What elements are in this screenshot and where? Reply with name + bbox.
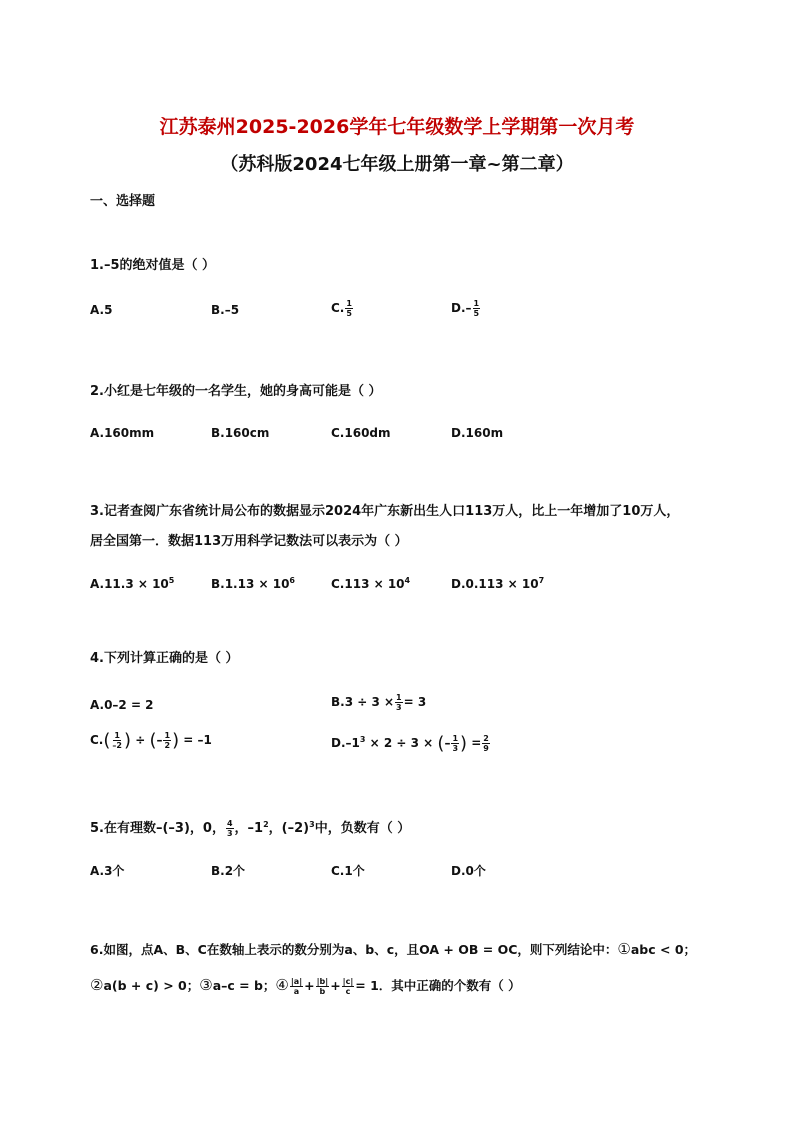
stem-fraction bbox=[226, 819, 234, 838]
left-paren: ( bbox=[103, 730, 111, 751]
page-title: 江苏泰州2025-2026学年七年级数学上学期第一次月考 bbox=[159, 116, 635, 138]
circled-number-3: ③ bbox=[199, 976, 213, 994]
statement-3: a–c = b； bbox=[212, 978, 276, 993]
option-exponent: 3 bbox=[359, 735, 366, 744]
question-5-stem bbox=[90, 815, 410, 839]
circled-number-1: ① bbox=[617, 940, 631, 958]
q1-option-c-fraction bbox=[345, 299, 353, 318]
fraction-denominator: 2 bbox=[164, 741, 171, 750]
option-fraction bbox=[451, 734, 459, 753]
stem-text: 5.在有理数–(–3)，0， bbox=[90, 821, 225, 836]
fraction-denominator bbox=[111, 741, 123, 750]
q1-option-d-fraction bbox=[473, 299, 481, 318]
option-exponent: 5 bbox=[168, 576, 175, 585]
option-text: = 3 bbox=[403, 695, 427, 709]
operator: + bbox=[304, 978, 315, 993]
q2-option-c: C.160dm bbox=[331, 426, 391, 440]
fraction-denominator: a bbox=[293, 987, 300, 996]
q4-option-c bbox=[90, 731, 212, 750]
q1-option-d bbox=[451, 299, 481, 318]
fraction-numerator: 1 bbox=[346, 299, 352, 308]
circled-number-4: ④ bbox=[275, 976, 289, 994]
option-exponent: 6 bbox=[289, 576, 295, 585]
fraction-denominator: 3 bbox=[226, 829, 233, 838]
option-text: × 2 ÷ 3 × bbox=[369, 736, 434, 750]
statement-4-fraction-c bbox=[342, 977, 355, 996]
option-base: A.11.3 × 10 bbox=[90, 577, 169, 591]
fraction-denominator: 5 bbox=[346, 309, 352, 318]
question-4-stem: 4.下列计算正确的是（ ） bbox=[90, 651, 239, 666]
fraction-denominator: 3 bbox=[396, 703, 402, 712]
option-text: D.–1 bbox=[331, 736, 360, 750]
fraction-numerator: |b| bbox=[316, 977, 329, 986]
statement-4-fraction-b bbox=[316, 977, 330, 996]
q2-option-a: A.160mm bbox=[90, 426, 155, 440]
option-fraction bbox=[395, 693, 403, 712]
statement-2: a(b + c) > 0； bbox=[103, 978, 200, 993]
option-text: B.3 ÷ 3 × bbox=[331, 695, 395, 709]
q3-option-d bbox=[451, 572, 544, 593]
fraction-denominator: c bbox=[345, 987, 351, 996]
option-exponent: 7 bbox=[538, 576, 545, 585]
fraction-numerator: 2 bbox=[483, 734, 489, 743]
q3-option-c bbox=[331, 572, 410, 593]
sign: – bbox=[156, 733, 163, 747]
q2-option-b: B.160cm bbox=[211, 426, 270, 440]
q4-option-d bbox=[331, 731, 491, 753]
stem-text: ，(–2) bbox=[268, 821, 310, 836]
fraction-numerator: 4 bbox=[226, 819, 233, 828]
fraction-denominator: 9 bbox=[483, 744, 489, 753]
q3-option-b bbox=[211, 572, 295, 593]
section-heading: 一、选择题 bbox=[90, 194, 156, 209]
option-text: = –1 bbox=[183, 733, 212, 747]
option-fraction bbox=[482, 734, 490, 753]
q1-option-d-prefix: D.– bbox=[451, 301, 472, 315]
question-6-line-1 bbox=[90, 939, 696, 960]
denominator-value: 2 bbox=[116, 741, 122, 750]
fraction-denominator: b bbox=[319, 987, 326, 996]
option-fraction bbox=[111, 731, 123, 750]
sign: – bbox=[112, 741, 117, 750]
fraction-numerator: 1 bbox=[114, 731, 120, 740]
q5-option-d: D.0个 bbox=[451, 864, 486, 878]
statement-4-fraction-a bbox=[290, 977, 303, 996]
question-2-stem: 2.小红是七年级的一名学生，她的身高可能是（ ） bbox=[90, 384, 382, 399]
q5-option-a: A.3个 bbox=[90, 864, 125, 878]
stem-text: ，–1 bbox=[234, 821, 264, 836]
right-paren: ) bbox=[123, 730, 132, 751]
statement-4: = 1．其中正确的个数有（ ） bbox=[355, 978, 521, 993]
operator: + bbox=[330, 978, 341, 993]
question-6-line-2 bbox=[90, 975, 521, 996]
stem-text: 中，负数有（ ） bbox=[314, 821, 411, 836]
q3-option-a bbox=[90, 572, 174, 593]
operator: ÷ bbox=[135, 733, 146, 747]
stem-exponent: 2 bbox=[263, 820, 269, 829]
fraction-numerator: |c| bbox=[342, 977, 354, 986]
stem-text: 6.如图，点A、B、C在数轴上表示的数分别为a、b、c，且OA + OB = OC，则下列结论中： bbox=[90, 942, 618, 957]
sign: – bbox=[444, 736, 451, 750]
q5-option-c: C.1个 bbox=[331, 864, 365, 878]
fraction-numerator: 1 bbox=[164, 731, 171, 740]
option-base: D.0.113 × 10 bbox=[451, 577, 539, 591]
q1-option-b: B.–5 bbox=[211, 303, 240, 317]
q5-option-b: B.2个 bbox=[211, 864, 246, 878]
q1-option-a: A.5 bbox=[90, 303, 113, 317]
fraction-numerator: 1 bbox=[473, 299, 480, 308]
left-paren: ( bbox=[437, 733, 445, 754]
fraction-numerator: |a| bbox=[290, 977, 303, 986]
question-3-line-2: 居全国第一．数据113万用科学记数法可以表示为（ ） bbox=[90, 534, 408, 549]
right-paren: ) bbox=[172, 730, 180, 751]
circled-number-2: ② bbox=[90, 976, 104, 994]
fraction-numerator: 1 bbox=[452, 734, 459, 743]
stem-exponent: 3 bbox=[309, 820, 315, 829]
operator: = bbox=[471, 736, 482, 750]
option-exponent: 4 bbox=[404, 576, 411, 585]
q1-option-c-prefix: C. bbox=[331, 301, 345, 315]
right-paren: ) bbox=[460, 733, 468, 754]
q2-option-d: D.160m bbox=[451, 426, 504, 440]
left-paren: ( bbox=[149, 730, 157, 751]
option-base: B.1.13 × 10 bbox=[211, 577, 290, 591]
option-text: C. bbox=[90, 733, 104, 747]
q1-option-c bbox=[331, 299, 354, 318]
option-fraction bbox=[163, 731, 171, 750]
fraction-denominator: 3 bbox=[452, 744, 459, 753]
q4-option-b bbox=[331, 693, 426, 712]
statement-1: abc < 0； bbox=[630, 942, 697, 957]
page-subtitle: （苏科版2024七年级上册第一章~第二章） bbox=[220, 154, 574, 175]
option-base: C.113 × 10 bbox=[331, 577, 405, 591]
fraction-numerator: 1 bbox=[396, 693, 402, 702]
question-1-stem: 1.–5的绝对值是（ ） bbox=[90, 258, 216, 273]
question-3-line-1: 3.记者查阅广东省统计局公布的数据显示2024年广东新出生人口113万人，比上一年增加了10万人， bbox=[90, 504, 680, 519]
fraction-denominator: 5 bbox=[473, 309, 480, 318]
q4-option-a: A.0–2 = 2 bbox=[90, 698, 154, 712]
